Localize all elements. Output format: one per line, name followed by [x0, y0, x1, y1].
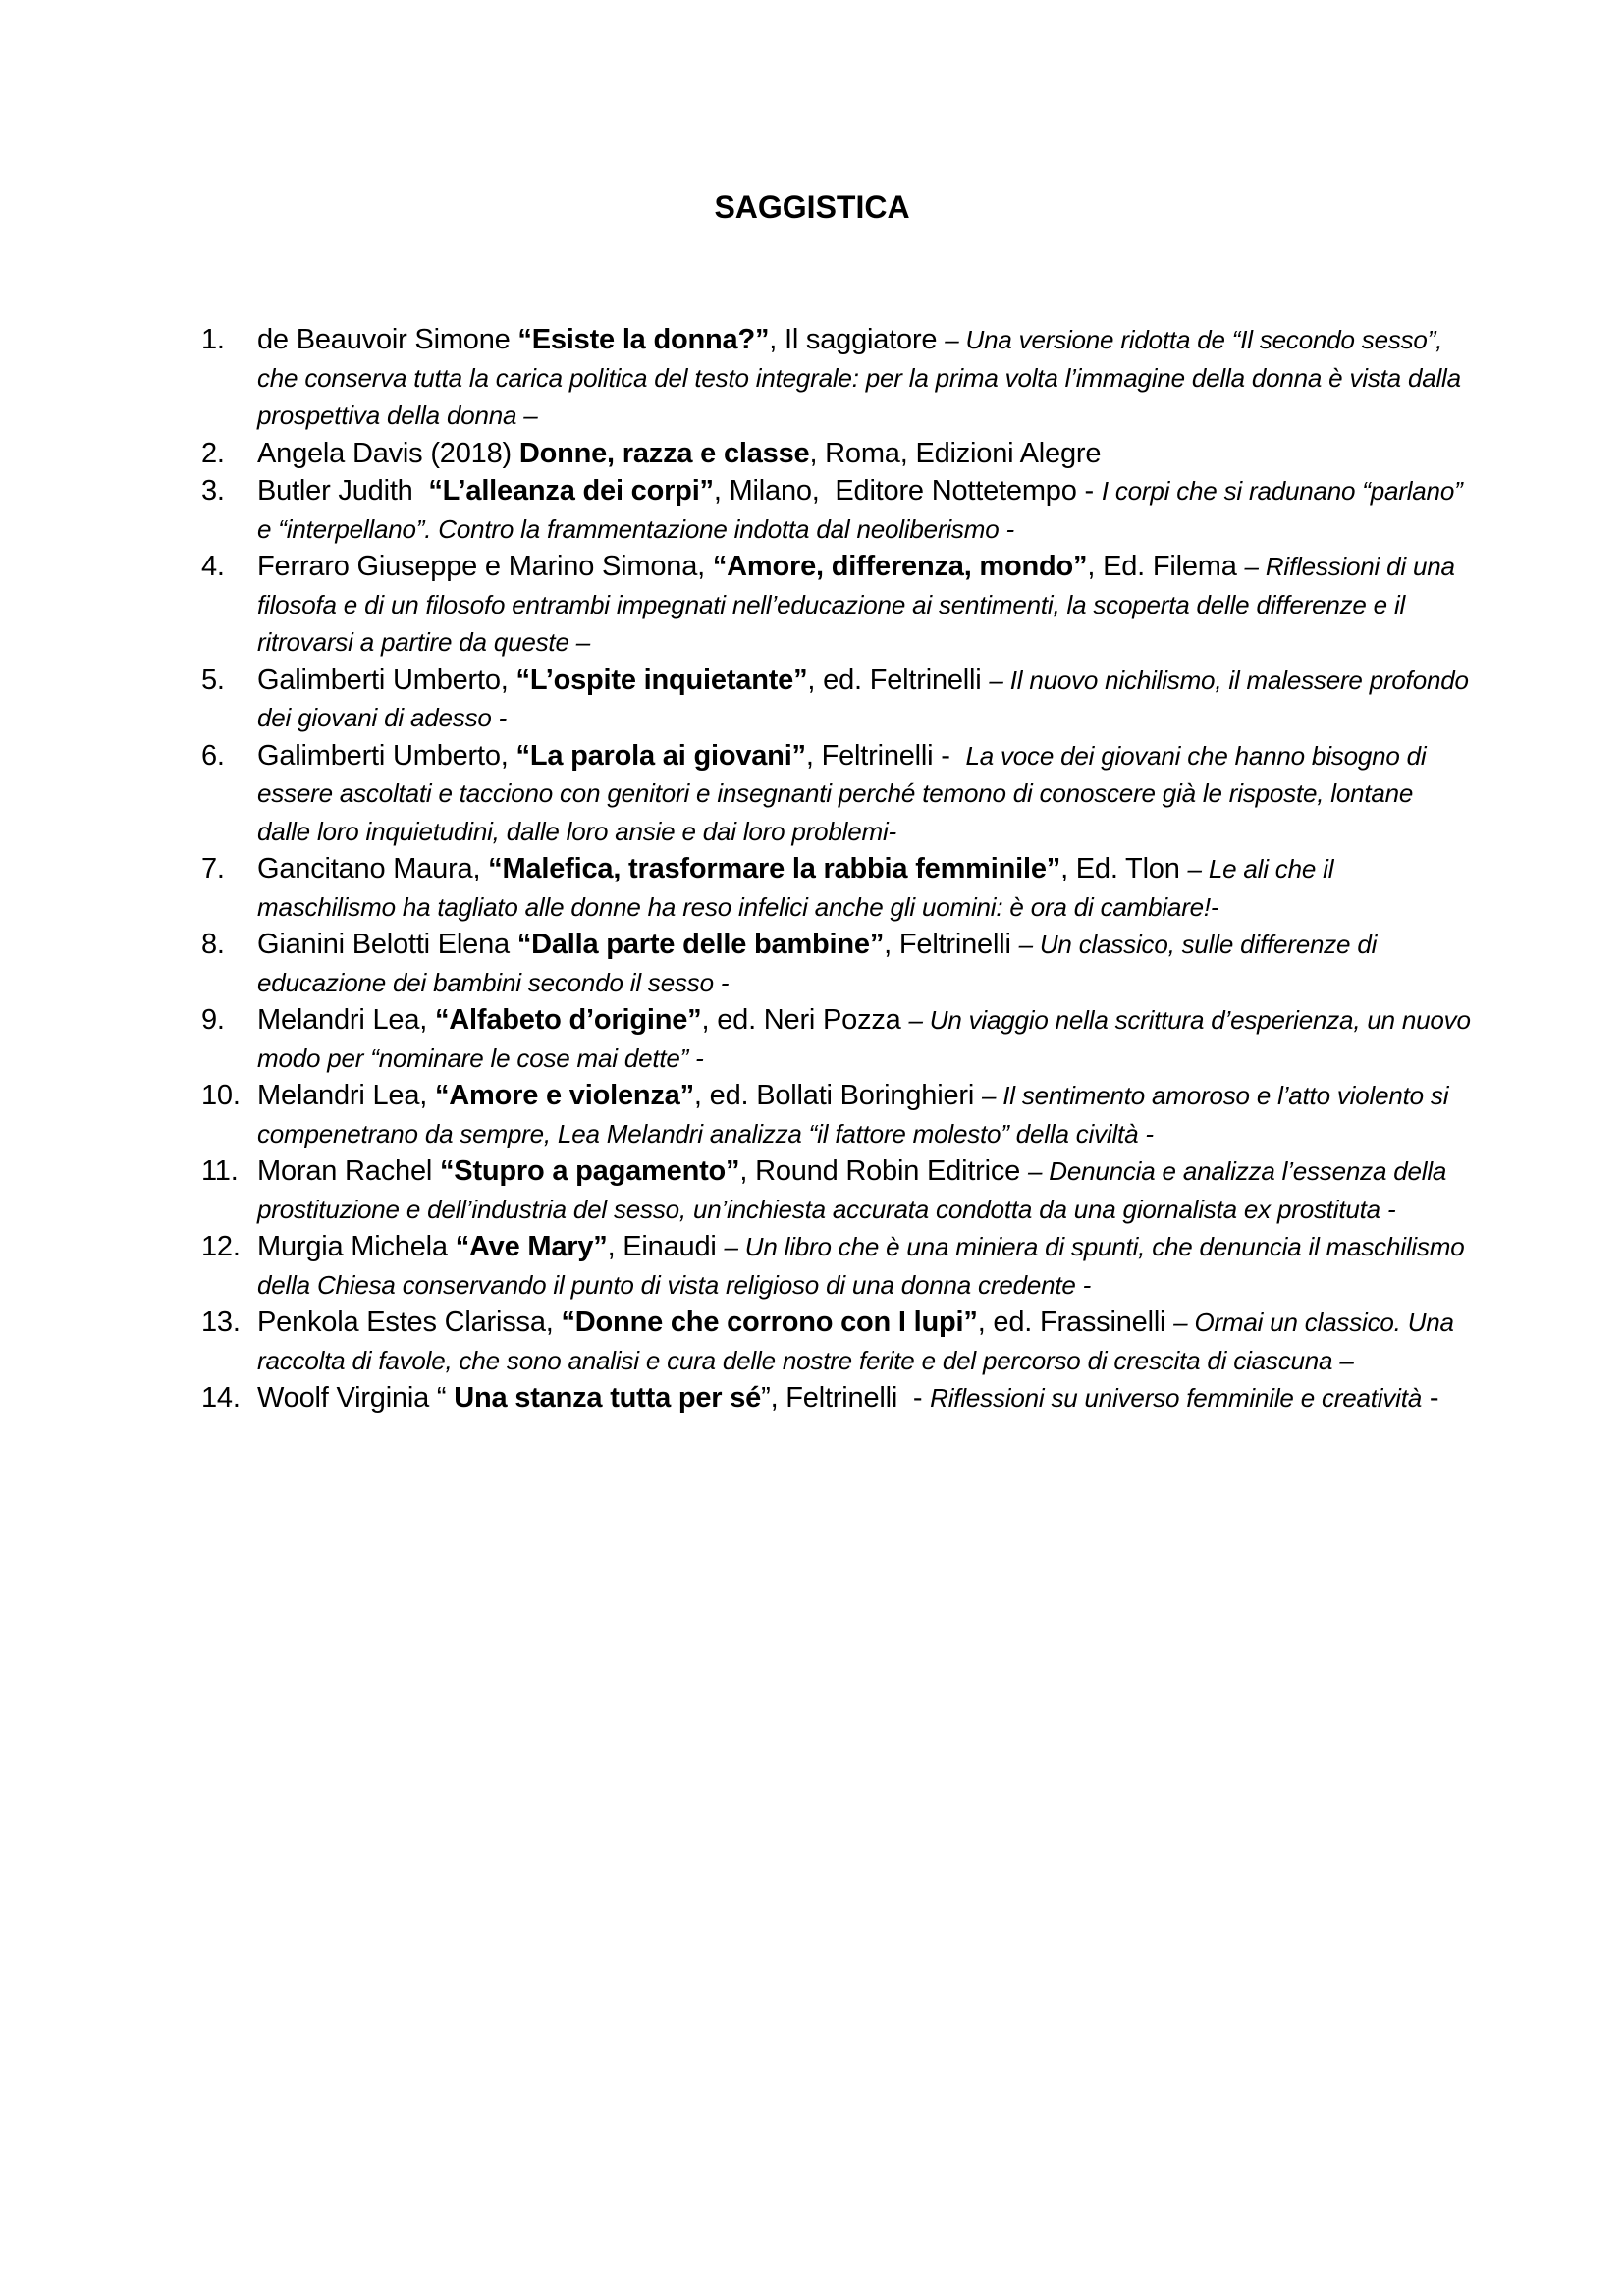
- list-item-text: [257, 321, 1471, 435]
- book-meta: , Ed. Filema: [1087, 551, 1245, 582]
- list-item-text: [257, 1152, 1471, 1228]
- book-meta: Melandri Lea,: [257, 1004, 435, 1036]
- list-item-text: [257, 1228, 1471, 1304]
- book-description: La voce dei giovani che hanno bisogno di essere ascoltati e tacciono con genitori e insegnanti perché temono di conoscere già le risposte, lontane dalle loro inquietudini, dalle loro ansie e dai loro problemi-: [257, 740, 1434, 846]
- book-description: – Le ali che il maschilismo ha tagliato alle donne ha reso infelici anche gli uomini: è ora di cambiare!-: [257, 854, 1341, 922]
- book-meta: Butler Judith: [257, 475, 429, 507]
- list-item: [201, 662, 1478, 737]
- book-title: “La parola ai giovani”: [515, 739, 806, 772]
- list-item-text: [257, 737, 1471, 851]
- book-description: – Riflessioni di una filosofa e di un filosofo entrambi impegnati nell’educazione ai sentimenti, la scoperta delle differenze e il ritrovarsi a partire da queste –: [257, 552, 1462, 657]
- list-item: [201, 1001, 1478, 1077]
- page-title: SAGGISTICA: [714, 189, 910, 225]
- list-item-number: 11.: [201, 1155, 239, 1187]
- book-meta: , Ed. Tlon: [1060, 853, 1188, 884]
- book-meta: , Einaudi: [607, 1231, 725, 1262]
- book-title: “Amore e violenza”: [434, 1080, 694, 1111]
- book-meta: Penkola Estes Clarissa,: [257, 1307, 562, 1338]
- list-item-text: [257, 662, 1476, 737]
- list-item: [201, 472, 1478, 548]
- book-meta: , Feltrinelli -: [805, 739, 966, 772]
- list-item: [201, 850, 1478, 926]
- book-meta: , ed. Bollati Boringhieri: [693, 1080, 982, 1111]
- book-description: – Ormai un classico. Una raccolta di favole, che sono analisi e cura delle nostre ferite e del percorso di crescita di ciascuna –: [257, 1308, 1461, 1375]
- book-meta: Murgia Michela: [257, 1231, 456, 1262]
- list-item-text: [257, 1001, 1478, 1077]
- list-item: [201, 1077, 1478, 1152]
- list-item-number: 14.: [201, 1382, 241, 1414]
- list-item-number: 9.: [201, 1004, 225, 1036]
- book-meta: , ed. Feltrinelli: [807, 664, 990, 696]
- list-item-number: 4.: [201, 551, 225, 582]
- book-meta: , Round Robin Editrice: [739, 1155, 1028, 1187]
- list-item-text: [257, 548, 1471, 662]
- list-item-text: [257, 1077, 1471, 1152]
- list-item-number: 6.: [201, 739, 225, 772]
- book-meta: Woolf Virginia “: [257, 1382, 455, 1414]
- list-item-number: 3.: [201, 475, 225, 507]
- book-title: “L’ospite inquietante”: [515, 664, 808, 696]
- list-item: [201, 548, 1478, 662]
- book-description: I corpi che si radunano “parlano” e “interpellano”. Contro la frammentazione indotta dal neoliberismo -: [257, 476, 1470, 544]
- list-item: [201, 1379, 1478, 1417]
- book-meta: de Beauvoir Simone: [257, 324, 518, 355]
- list-item-number: 2.: [201, 437, 225, 469]
- book-title: “Esiste la donna?”: [517, 324, 770, 355]
- book-title: “Dalla parte delle bambine”: [516, 929, 885, 960]
- list-item: [201, 1304, 1478, 1379]
- list-item: [201, 1228, 1478, 1304]
- book-title: Donne, razza e classe: [518, 437, 810, 469]
- book-title: Una stanza tutta per sé: [454, 1382, 762, 1414]
- book-meta: Gancitano Maura,: [257, 853, 489, 884]
- book-meta: Gianini Belotti Elena: [257, 929, 517, 960]
- book-title: “Malefica, trasformare la rabbia femminile”: [488, 853, 1061, 884]
- book-title: “L’alleanza dei corpi”: [428, 475, 714, 507]
- book-description: – Denuncia e analizza l’essenza della prostituzione e dell’industria del sesso, un’inchiesta accurata condotta da una giornalista ex prostituta -: [257, 1156, 1454, 1224]
- book-title: “Alfabeto d’origine”: [434, 1004, 702, 1036]
- list-item-text: [257, 1304, 1471, 1379]
- list-item: [201, 926, 1478, 1001]
- book-description: Riflessioni su universo femminile e creatività: [930, 1383, 1423, 1413]
- book-description: – Un classico, sulle differenze di educazione dei bambini secondo il sesso -: [257, 930, 1384, 997]
- book-description: – Un viaggio nella scrittura d’esperienza, un nuovo modo per “nominare le cose mai dette” -: [257, 1005, 1478, 1073]
- book-meta: , ed. Neri Pozza: [701, 1004, 909, 1036]
- book-meta: Galimberti Umberto,: [257, 664, 516, 696]
- list-item-number: 10.: [201, 1080, 241, 1111]
- book-title: “Stupro a pagamento”: [440, 1155, 740, 1187]
- list-item-number: 1.: [201, 324, 225, 355]
- book-meta: ”, Feltrinelli -: [761, 1382, 931, 1414]
- list-item-text: [257, 472, 1471, 548]
- book-meta: Galimberti Umberto,: [257, 739, 516, 772]
- book-meta: Moran Rachel: [257, 1155, 440, 1187]
- list-item-text: [257, 1379, 1471, 1417]
- book-description: – Il nuovo nichilismo, il malessere profondo dei giovani di adesso -: [257, 665, 1476, 732]
- book-meta: Angela Davis (2018): [257, 437, 519, 469]
- book-meta: -: [1422, 1382, 1439, 1414]
- list-item-text: [257, 435, 1471, 473]
- book-meta: , Roma, Edizioni Alegre: [809, 437, 1102, 469]
- book-meta: , Il saggiatore: [769, 324, 946, 355]
- book-description: – Un libro che è una miniera di spunti, che denuncia il maschilismo della Chiesa conservando il punto di vista religioso di una donna credente -: [257, 1232, 1472, 1300]
- list-item-number: 8.: [201, 929, 225, 960]
- list-item-text: [257, 926, 1471, 1001]
- book-title: “Ave Mary”: [455, 1231, 608, 1262]
- book-meta: , Feltrinelli: [884, 929, 1019, 960]
- list-item-number: 12.: [201, 1231, 241, 1262]
- book-description: – Una versione ridotta de “Il secondo sesso”, che conserva tutta la carica politica del testo integrale: per la prima volta l’immagine della donna è vista dalla prospettiva della donna –: [257, 325, 1468, 430]
- list-item: [201, 737, 1478, 851]
- book-title: “Donne che corrono con I lupi”: [561, 1307, 978, 1338]
- book-meta: Melandri Lea,: [257, 1080, 435, 1111]
- list-item: [201, 1152, 1478, 1228]
- book-meta: , ed. Frassinelli: [977, 1307, 1174, 1338]
- book-meta: , Milano, Editore Nottetempo -: [713, 475, 1102, 507]
- list-item: [201, 435, 1478, 473]
- list-item-number: 5.: [201, 664, 225, 696]
- book-title: “Amore, differenza, mondo”: [712, 551, 1088, 582]
- book-list: [201, 321, 1478, 1417]
- list-item-text: [257, 850, 1471, 926]
- book-meta: Ferraro Giuseppe e Marino Simona,: [257, 551, 713, 582]
- list-item: [201, 321, 1478, 435]
- book-description: – Il sentimento amoroso e l’atto violento si compenetrano da sempre, Lea Melandri analizza “il fattore molesto” della civiltà -: [257, 1081, 1456, 1148]
- list-item-number: 7.: [201, 853, 225, 884]
- list-item-number: 13.: [201, 1307, 241, 1338]
